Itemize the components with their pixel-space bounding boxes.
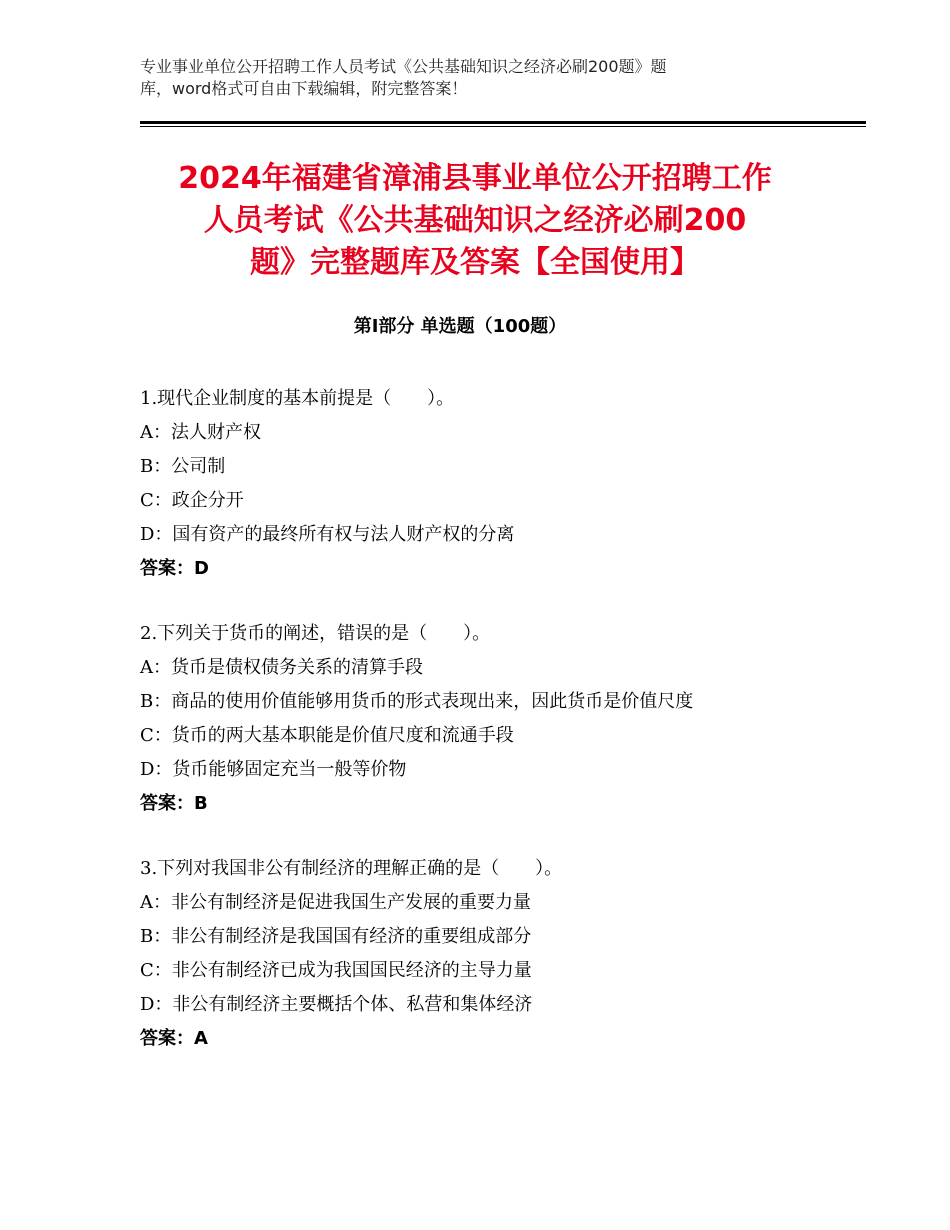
header-divider-thin	[140, 126, 866, 127]
option-c: C：非公有制经济已成为我国国民经济的主导力量	[140, 960, 532, 981]
question-item	[140, 852, 840, 1056]
option-d: D：国有资产的最终所有权与法人财产权的分离	[140, 524, 515, 545]
section-title: 第I部分 单选题（100题）	[353, 316, 567, 337]
question-stem: 2.下列关于货币的阐述，错误的是（ ）。	[140, 623, 491, 644]
option-a: A：法人财产权	[140, 422, 261, 443]
header-divider-thick	[140, 121, 866, 124]
option-c: C：货币的两大基本职能是价值尺度和流通手段	[140, 725, 514, 746]
header-note-line-2: 库，word格式可自由下载编辑，附完整答案！	[140, 79, 468, 98]
header-note-line-1: 专业事业单位公开招聘工作人员考试《公共基础知识之经济必刷200题》题	[140, 57, 667, 76]
option-b: B：公司制	[140, 456, 226, 477]
option-b: B：非公有制经济是我国国有经济的重要组成部分	[140, 926, 532, 947]
question-stem: 1.现代企业制度的基本前提是（ ）。	[140, 388, 455, 409]
document-title	[120, 158, 830, 284]
question-stem: 3.下列对我国非公有制经济的理解正确的是（ ）。	[140, 858, 563, 879]
option-a: A：货币是债权债务关系的清算手段	[140, 657, 423, 678]
option-b: B：商品的使用价值能够用货币的形式表现出来，因此货币是价值尺度	[140, 691, 694, 712]
option-d: D：货币能够固定充当一般等价物	[140, 759, 407, 780]
option-d: D：非公有制经济主要概括个体、私营和集体经济	[140, 994, 533, 1015]
question-item	[140, 617, 840, 821]
answer-label: 答案：D	[140, 558, 209, 579]
document-title-line-2: 人员考试《公共基础知识之经济必刷200	[203, 203, 747, 238]
option-c: C：政企分开	[140, 490, 244, 511]
document-title-line-3: 题》完整题库及答案【全国使用】	[250, 245, 700, 280]
document-title-line-1: 2024年福建省漳浦县事业单位公开招聘工作	[178, 161, 772, 196]
option-a: A：非公有制经济是促进我国生产发展的重要力量	[140, 892, 531, 913]
answer-label: 答案：B	[140, 793, 208, 814]
answer-label: 答案：A	[140, 1028, 208, 1049]
question-list	[140, 382, 840, 1087]
document-header-note	[140, 56, 800, 100]
question-item	[140, 382, 840, 586]
